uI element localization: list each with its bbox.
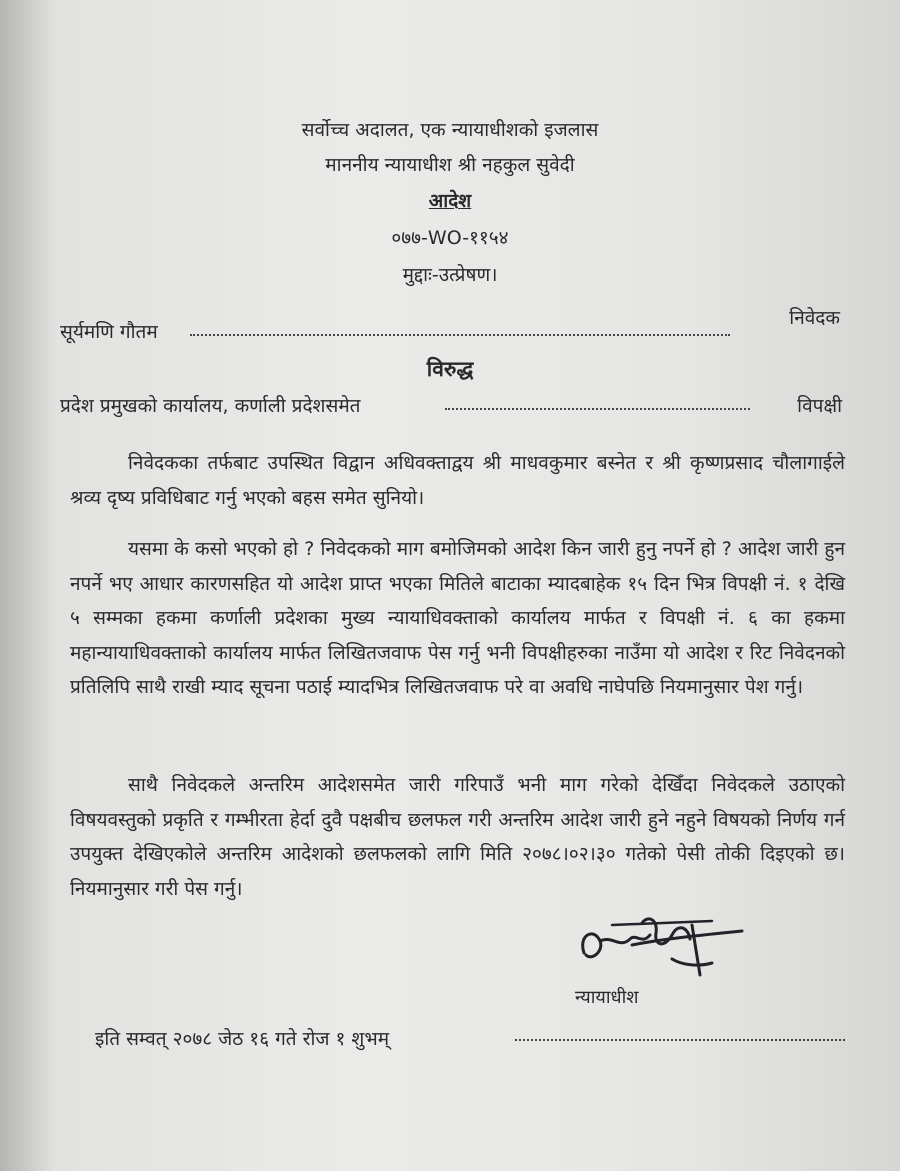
petitioner-role: निवेदक [789,307,840,329]
order-paragraph-1: निवेदकका तर्फबाट उपस्थित विद्वान अधिवक्ताद्वय श्री माधवकुमार बस्नेत र श्री कृष्णप्रसाद चौलागाईले श्रव्य दृष्य प्रविधिबाट गर्नु भएको बहस समेत सुनियो। [70,452,845,509]
respondent-role: विपक्षी [797,395,842,417]
order-paragraph-3: साथै निवेदकले अन्तरिम आदेशसमेत जारी गरिपाउँ भनी माग गरेको देखिँदा निवेदकले उठाएको विषयवस्तुको प्रकृति र गम्भीरता हेर्दा दुवै पक्षबीच छलफल गरी अन्तरिम आदेश जारी हुने नहुने विषयको निर्णय गर्न उपयुक्त देखिएकोले अन्तरिम आदेशको छलफलको लागि मिति २०७८।०२।३० गतेको पेसी तोकी दिइएको छ। नियमानुसार गरी पेस गर्नु। [70,774,845,900]
respondent-dotted-line [445,408,750,410]
petitioner-row [60,307,840,348]
order-paragraph-2: यसमा के कसो भएको हो ? निवेदकको माग बमोजिमको आदेश किन जारी हुनु नपर्ने हो ? आदेश जारी हुन नपर्ने भए आधार कारणसहित यो आदेश प्राप्त भएका मितिले बाटाका म्यादबाहेक १५ दिन भित्र विपक्षी नं. १ देखि ५ सम्मका हकमा कर्णाली प्रदेशका मुख्य न्यायाधिवक्ताको कार्यालय मार्फत र विपक्षी नं. ६ का हकमा महान्यायाधिवक्ताको कार्यालय मार्फत लिखितजवाफ पेस गर्नु भनी विपक्षीहरुका नाउँमा यो आदेश र रिट निवेदनको प्रतिलिपि साथै राखी म्याद सूचना पठाई म्यादभित्र लिखितजवाफ परे वा अवधि नाघेपछि नियमानुसार पेश गर्नु। [70,538,845,698]
order-title: आदेश [428,190,472,212]
justice-heading: माननीय न्यायाधीश श्री नहकुल सुवेदी [325,154,575,176]
footer-dotted-line [515,1039,845,1041]
case-number: ०७७-WO-११५४ [391,227,509,249]
footer-date-text: इति सम्वत् २०७८ जेठ १६ गते रोज १ शुभम् [95,1028,390,1050]
respondent-name: प्रदेश प्रमुखको कार्यालय, कर्णाली प्रदेशसमेत [60,395,361,417]
case-subject: मुद्दाः-उत्प्रेषण। [402,264,498,286]
court-heading: सर्वोच्च अदालत, एक न्यायाधीशको इजलास [301,119,599,141]
signature-title: न्यायाधीश [575,987,639,1008]
petitioner-name: सूर्यमणि गौतम [60,321,158,343]
footer-date-line [95,1025,845,1055]
versus-heading: विरुद्ध [426,357,474,381]
petitioner-dotted-line [190,334,730,336]
respondent-row [60,392,842,422]
